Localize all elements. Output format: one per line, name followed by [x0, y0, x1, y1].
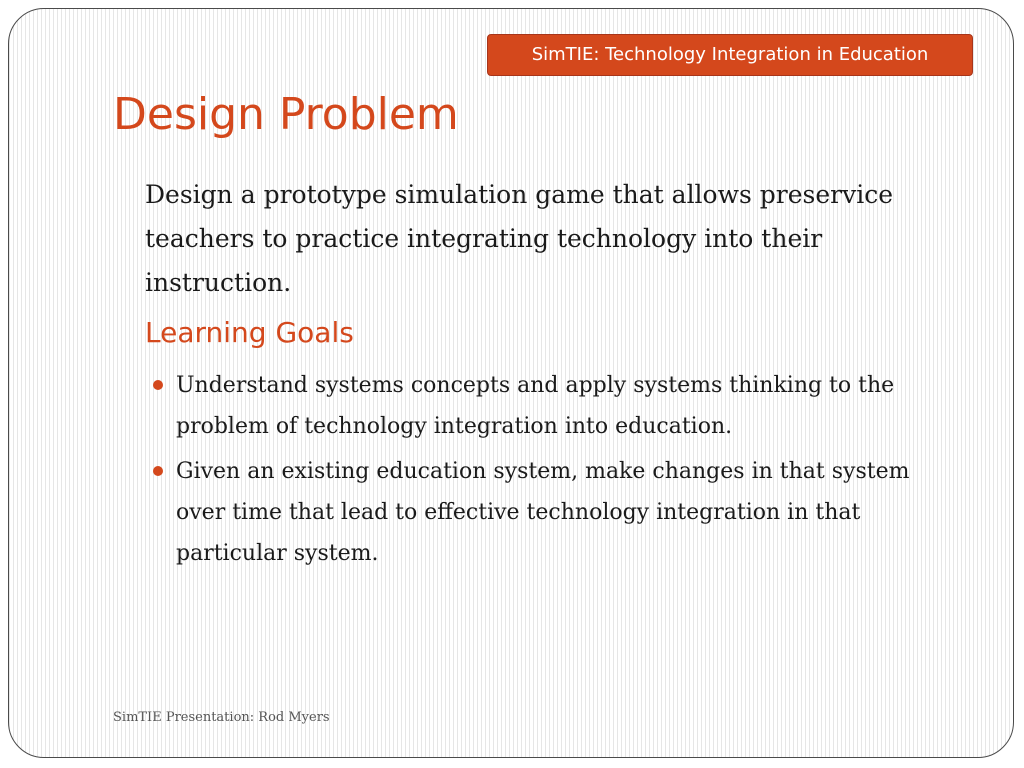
bullet-icon: [153, 380, 163, 390]
slide-title: Design Problem: [113, 89, 459, 140]
design-problem-text: Design a prototype simulation game that allows preservice teachers to practice integrating technology into their instruction.: [145, 180, 894, 297]
header-banner: SimTIE: Technology Integration in Education: [487, 34, 973, 76]
bullet-icon: [153, 466, 163, 476]
slide-footer: SimTIE Presentation: Rod Myers: [113, 710, 330, 725]
learning-goal-item: [149, 451, 961, 574]
learning-goals-list: [149, 365, 961, 578]
learning-goal-text: Given an existing education system, make changes in that system over time that lead to effective technology integration in that particular system.: [176, 459, 910, 566]
slide: [8, 8, 1014, 758]
learning-goal-item: [149, 365, 961, 447]
learning-goal-text: Understand systems concepts and apply systems thinking to the problem of technology integration into education.: [176, 373, 895, 439]
learning-goals-heading: Learning Goals: [145, 316, 354, 349]
